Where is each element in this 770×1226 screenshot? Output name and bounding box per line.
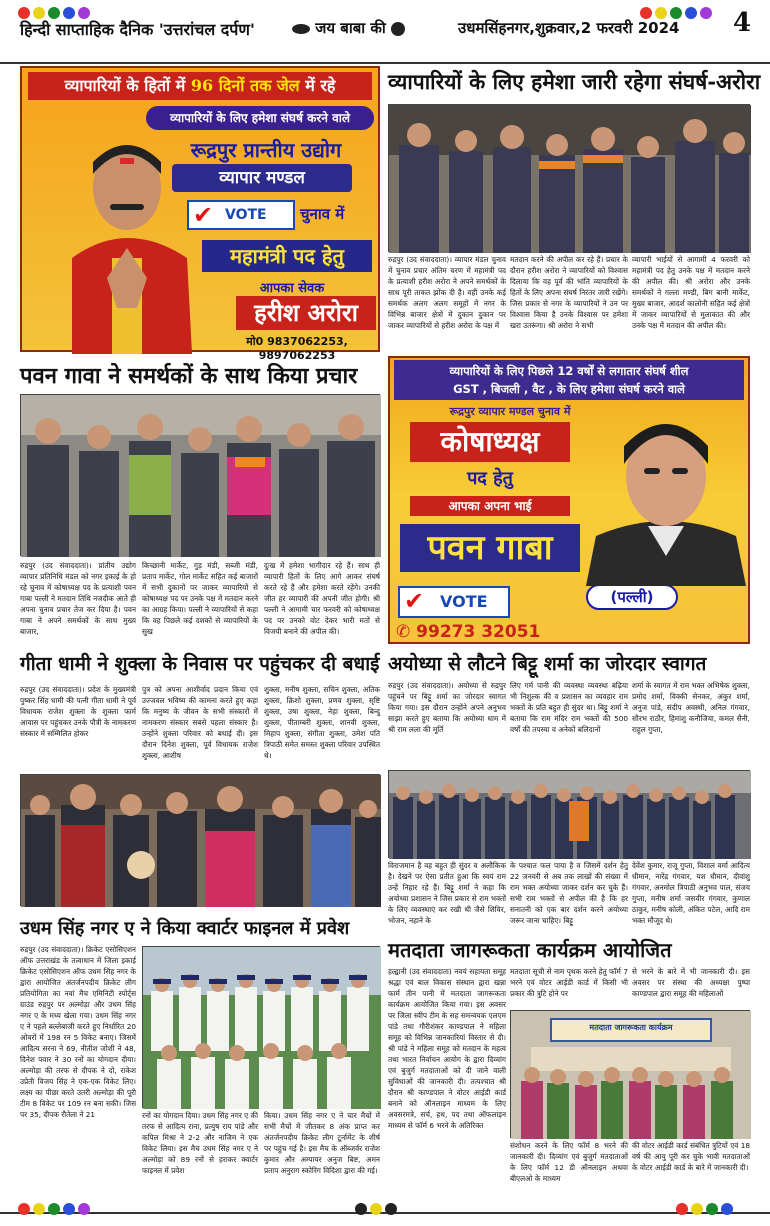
article-voter-col1: हल्द्वानी (उद संवाददाता) नवयं सहायता समूह श्रद्धा एवं बाल विकास संस्थान द्वारा खन्ना फार्म तीन पानी में मतदाता जागरूकता कार्यक्रम आयोजित किया गया। इस अवसर पर जिला स्वीप टीम के सह समन्वयक एलएम पांडे तथा गौरीशंकर काण्डपाल ने महिला समूह को विभिन्न जानकारियां विस्तार से दी। श्री पांडे ने महिला समूह को मतदान के महत्व तथा भारत निर्वाचन आयोग के द्वारा दिव्यांग एवं बुजुर्ग मतदाताओं को दी जाने वाली सुविधाओं की जानकारी दी। तत्पश्चात श्री दौरान श्री काण्डपाल ने वोटर आईडी कार्ड बनाने को ऑनलाइन माध्यम के लिए अवसरमत्रे, सर्च, हथ, पद तथा ऑफलाइन माध्यम से फॉर्म 6 भरने के अतिरिक्त <box>388 967 506 1130</box>
article-dhami-col1: रुद्रपुर (उद संवाददाता)। प्रदेश के मुख्यमंत्री पुष्कर सिंह धामी की पत्नी गीता धामी ने पूर्व विधायक राजेश शुक्ला के शुक्ला फार्म आवास पर पहुंचकर उनके पौत्री के नामकरण संस्कार में सम्मिलित होकर <box>20 685 136 738</box>
photo-bittu-welcome <box>388 770 750 858</box>
footer-dots-left <box>18 1200 93 1219</box>
eye-icon <box>391 22 405 36</box>
ad-top-banner-c: में रहे <box>299 76 336 95</box>
ad-org-line1: रूद्रपुर प्रान्तीय उद्योग <box>190 138 342 162</box>
ad2-phone-number: 99273 32051 <box>416 622 541 642</box>
article-bittu-lower-col3: देवेंश कुमार, राजू गुप्ता, विशाल वर्मा आदित्य धीमान, नारेंद्र गंगवार, यश धीमान, दीवांशु गंगवार, अनमोल त्रिपाठी अनुभव पाल, संजय गुप्ता, मनीष शर्मा जसवीर गंगवार, कुणाल ठाकुर, मनीष कोली, अंकित पटेल, आदि राम भक्त मौजूद थे। <box>632 861 750 925</box>
article-voter-col3: से भरने के बारे में भी जानकारी दी। इस अवसर पर संस्था की अध्यक्षा पुष्पा काण्डपाल द्वारा समूह की महिलाओं <box>632 967 750 998</box>
ad2-post: कोषाध्यक्ष <box>410 422 570 462</box>
photo-voter-awareness <box>510 1010 750 1138</box>
article-dhami-col2: पुत्र को अपना आशीर्वाद प्रदान किया एवं उज्जवल भविष्य की कामना करते हुए कहा कि मनुष्य के जीवन के सभी संस्कारों में नामकरण संस्कार सबसे पहला संस्कार है। उन्होंने शुक्ला परिवार को बधाई दी। इस दौरान दिनेश शुक्ला, पूर्व विधायक राजेश शुक्ला, आशीष <box>142 685 258 760</box>
ad2-top-banner <box>394 360 744 400</box>
ad-candidate-name: हरीश अरोरा <box>236 296 376 330</box>
article-gaba-col2: किच्छानी मार्केट, गुड़ मंडी, सब्जी मंडी, प्रताप मार्केट, गोल मार्केट सहित कई बाजारों में सभी दुकानों पर जाकर व्यापारियों से कोषाध्यक्ष पद पर उनके पक्ष में मतदान करने का आग्रह किया। पल्ली ने व्यापारियों से कहा कि वह पिछले कई दशकों से व्यापारियों के सुख <box>142 561 258 636</box>
ad-tagline: व्यापारियों के लिए हमेशा संघर्ष करने वाले <box>146 106 374 130</box>
page-number: 4 <box>733 8 752 38</box>
article-arora-col1: रुद्रपुर (उद संवाददाता)। व्यापार मंडल चुनाव में चुनाव प्रचार अंतिम चरण में महामंत्री पद के प्रत्याशी हरीश अरोरा ने अपने समर्थकों के साथ पूरी ताकत झोंक दी है। वहीं उनके कई समर्थक अलग अलग समूहों में नगर के विभिन्न बाजार क्षेत्रों में दुकान दुकान पर जाकर व्यापारियों से हरीश अरोरा के पक्ष में <box>388 255 506 330</box>
headline-cricket: उधम सिंह नगर ए ने किया क्वार्टर फाइनल में प्रवेश <box>20 918 350 939</box>
headline-gaba: पवन गावा ने समर्थकों के साथ किया प्रचार <box>20 363 358 389</box>
place-date: उधमसिंहनगर,शुक्रवार,2 फरवरी 2024 <box>458 19 680 37</box>
footer-dots-center <box>355 1200 400 1219</box>
ad-post: महामंत्री पद हेतु <box>202 240 372 272</box>
article-bittu-col1: रुद्रपुर (उद संवाददाता)। अयोध्या से रुद्रपुर पहुंचने पर बिट्टू शर्मा का जोरदार स्वागत किया गया। इस दौरान उन्होंने अपने अनुभव साझा करते हुए बताया कि अयोध्या धाम में श्री राम लला की मूर्ति <box>388 681 506 734</box>
article-voter-col2: मतदाता सूची से नाम पृथक करने हेतु फॉर्म 7 भरने एवं वोटर आईडी कार्ड में किसी भी प्रकार की त्रुटि होने पर <box>510 967 628 998</box>
vote-label: VOTE <box>225 207 267 223</box>
ad2-org: रूद्रपुर व्यापार मण्डल चुनाव में <box>449 405 571 418</box>
checkmark-icon: ✔ <box>193 201 214 229</box>
ad2-top-line2: GST , बिजली , वैट , के लिए हमेशा संघर्ष करने वाले <box>453 382 685 396</box>
article-gaba-col1: रुद्रपुर (उद संवाददाता)। प्रांतीय उद्योग व्यापार प्रतिनिधि मंडल को नगर इकाई के हो रहे चुनाव में कोषाध्यक्ष पद के प्रत्याशी पवन गाबा पल्ली ने मतदान तिथि नजदीक आते ही अपना चुनाव प्रचार तेज कर दिया है। पवन गाबा ने अपने समर्थकों के साथ मुख्य बाजार, <box>20 561 136 636</box>
vote-label: VOTE <box>440 592 488 611</box>
ad2-bhai: आपका अपना भाई <box>410 496 570 516</box>
article-voter-lower-col2: संशोधन करने के लिए फॉर्म 8 भरने की जानकारी दी। दिव्यांग एवं बुजुर्ग मतदाताओं के लिए फॉर्म 12 डी ऑनलाइन अथवा बीएलओ के माध्यम <box>510 1141 628 1183</box>
newspaper-title: हिन्दी साप्ताहिक दैनिक 'उत्तरांचल दर्पण' <box>20 20 255 39</box>
advertisement-harish-arora <box>20 66 380 362</box>
ad-top-banner-b: 96 दिनों तक जेल <box>190 76 300 95</box>
advertisement-pawan-gaba <box>388 356 750 644</box>
ad-org-line2: व्यापार मण्डल <box>172 164 352 192</box>
article-arora-col2: मतदान करने की अपील कर रहे हैं। प्रचार के दौरान हरीश अरोरा ने व्यापारियों को विश्वास दिलाया कि वह पूर्व की भांति व्यापारियों के हितों के लिए अपना संघर्ष निरंतर जारी रखेंगे। जिस प्रकार से नगर के व्यापारियों ने उन पर विश्वास किया है उनके विश्वास पर हमेशा खरा उतरूंगा। श्री अरोरा ने सभी <box>510 255 628 330</box>
article-gaba-col3: दुःख में हमेशा भागीदार रहे हैं। साथ ही व्यापारी हितों के लिए आगे आकर संघर्ष करते रहे हैं और हमेशा करते रहेंगे। उनकी जीत हर व्यापारी की अपनी जीत होगी। श्री पल्ली ने आगामी चार फरवरी को कोषाध्यक्ष पद पर उनको वोट देकर भारी मतों से विजयी बनाने की अपील की। <box>264 561 380 636</box>
headline-voter: मतदाता जागरूकता कार्यक्रम आयोजित <box>388 938 672 962</box>
phone-icon: ✆ <box>396 622 411 642</box>
article-voter-lower-col3: की वोटर आईडी कार्ड संबंधित त्रुटियों एवं 18 वर्ष की आयु पूरी कर चुके भावी मतदाताओं के वोटर आईडी कार्ड के बारे में जानकारी दी। <box>632 1141 750 1172</box>
article-arora-col3: व्यापारी भाईयों से आगामी 4 फरवरी को महामंत्री पद हेतु उनके पक्ष में मतदान करने की अपील की। श्री अरोरा और उनके समर्थकों ने गल्ला मण्डी, बिग बानी मार्केट, मुख्य बाजार, आदर्श कालोनी सहित कई क्षेत्रों में जाकर व्यापारियों से मुलाकात की और उनके पक्ष में मतदान की अपील की। <box>632 255 750 330</box>
article-dhami-col3: शुक्ला, मनीष शुक्ला, सचिन शुक्ला, अतिक शुक्ला, क्रिशो शुक्ला, प्रणव शुक्ला, सृष्टि शुक्ला, उषा शुक्ला, नेहा शुक्ला, बिन्दु शुक्ला, पीताम्बरी शुक्ला, शानवी शुक्ला, मिहाप शुक्ला, संगीता शुक्ला, उमेश पति त्रिपाठी समेत समस्त शुक्ला परिवार उपस्थित थे। <box>264 685 380 760</box>
article-bittu-col2: लिए गर्म पानी की व्यवस्था व्यवस्था बढ़िया भी निशुल्क की व प्रशासन का व्यवहार राम भक्तों के प्रति बहुत ही सुंदर था। बिट्टू शर्मा ने बताया कि राम मंदिर राम भक्तों की 500 वर्षों की तपस्या व अनेकों बलिदानों <box>510 681 628 734</box>
article-bittu-lower-col2: के पश्चात फल पाया है व जिसमें दर्शन हेतु 22 जनवरी से अब तक लाखों की संख्या में राम भक्त अयोध्या जाकर दर्शन कर चुके हैं। सभी राम भक्तों से अपील की है कि हर सनातनी को एक बार दर्शन करने अयोध्या जरूर जाना चाहिए। बिट्टू <box>510 861 628 925</box>
article-cricket-col2: रनों का योगदान दिया। उधम सिंह नगर ए की तरफ से आदित्य राना, प्रत्युष राय पांडे और कपिल मिश्रा ने 2-2 और नाजिम ने एक विकेट लिया। इस मैच उधम सिंह नगर ए ने अल्मोड़ा को 89 रनों से हराकर क्वार्टर फाइनल में प्रवेश <box>142 1111 258 1175</box>
article-cricket-col3: किया। उधम सिंह नगर ए ने चार मैचों में सभी मैचों में जीतकर 8 अंक प्राप्त कर अंतर्जनपदीय क्रिकेट लीग टूर्नामेंट के शीर्ष पर पहुंच गई है। इस मैच के ऑब्जर्वर राजेश कुमार और अम्पायर अनुज बिष्ट, अमन प्रताप अनुराग स्कोरिंग विदिशा द्वारा की गई। <box>264 1111 380 1175</box>
photo-gaba-campaign <box>20 394 380 556</box>
candidate-portrait <box>586 406 746 586</box>
ad2-candidate-name: पवन गाबा <box>400 524 580 572</box>
photo-arora-campaign <box>388 104 750 252</box>
ad-top-banner-a: व्यापारियों के हितों में <box>64 76 191 95</box>
vote-badge <box>187 200 295 230</box>
ad-mobile: मो0 9837062253, 9897062253 <box>246 335 348 362</box>
ad2-palli: (पल्ली) <box>586 584 678 610</box>
eye-icon <box>292 24 310 34</box>
photo-banner-text: मतदाता जागरूकता कार्यक्रम <box>589 1023 673 1032</box>
headline-arora: व्यापारियों के लिए हमेशा जारी रहेगा संघर्ष-अरोरा <box>388 69 761 94</box>
ad2-top-line1: व्यापारियों के लिए पिछले 12 वर्षों से लगातार संघर्ष शील <box>449 364 689 378</box>
masthead-slogan-text: जय बाबा की <box>315 19 386 37</box>
ad2-post-suffix: पद हेतु <box>467 468 513 489</box>
article-bittu-col3: शर्मा के स्वागत में राम भक्त अभिषेक शुक्ला, प्रमोद शर्मा, विक्की सेनकर, अंकुर शर्मा, अनुज पांडे, संदीप अवस्थी, अनिल गंगवार, सौरभ राठौर, हिमांशु कनौजिया, कमल सैनी, राहुल गुप्ता, <box>632 681 750 734</box>
ad-top-banner <box>28 72 372 100</box>
checkmark-icon: ✔ <box>404 587 425 615</box>
headline-dhami: गीता धामी ने शुक्ला के निवास पर पहुंचकर दी बधाई <box>20 653 380 675</box>
ad-sevak: आपका सेवक <box>259 281 325 296</box>
headline-bittu: अयोध्या से लौटने बिट्टू शर्मा का जोरदार स्वागत <box>388 653 707 675</box>
vote-badge <box>398 586 510 618</box>
photo-cricket-team <box>142 946 380 1108</box>
vote-suffix: चुनाव में <box>300 205 345 223</box>
article-bittu-lower-col1: विराजमान है वह बहुत ही सुंदर व अलौकिक है। देखने पर ऐसा प्रतीत हुआ कि स्वयं राम उन्हें निहार रहे हैं। बिट्टू शर्मा ने कहा कि अयोध्या प्रशासन ने जिस प्रकार से राम भक्तों के लिए व्यवस्थाएं कर रखी थी जैसे शिविर, भोजन, नहाने के <box>388 861 506 925</box>
candidate-portrait <box>52 108 202 354</box>
masthead-slogan <box>292 18 405 38</box>
article-cricket-col1: रुद्रपुर (उद संवाददाता)। क्रिकेट एसोसिएशन ऑफ उत्तराखंड के तत्वाधान में जिला इकाई क्रिकेट एसोसिएशन ऑफ उधम सिंह नगर के द्वारा आयोजित अंतर्जनपदीय क्रिकेट लीग प्रतियोगिता का नवां मैच एमिनिटी स्पोर्ट्स ग्राउंड रुद्रपुर पर अल्मोड़ा और उधम सिंह नगर ए के मध्य खेला गया। उधम सिंह नगर ए ने पहले बल्लेबाजी करते हुए निर्धारित 20 ओवरों में 198 रन 5 विकेट बनाए। जिसमें आदित्य सरना ने 69, नीतीश जोशी ने 48, दिनेश पवार ने 30 रनों का योगदान दीया। अल्मोड़ा की तरफ से दीपक ने दो, राकेश उप्रेती विजय सिंह ने एक-एक विकेट लिए। लक्ष्य का पीछा करते उतरी अल्मोड़ा की पूरी टीम 8 विकेट पर 109 रन बना सकी। जिस पर 35, दीपक रौतेला ने 21 <box>20 945 136 1119</box>
photo-dhami-ceremony <box>20 774 380 906</box>
ad2-phone <box>396 622 596 642</box>
footer-dots-right <box>676 1200 736 1219</box>
